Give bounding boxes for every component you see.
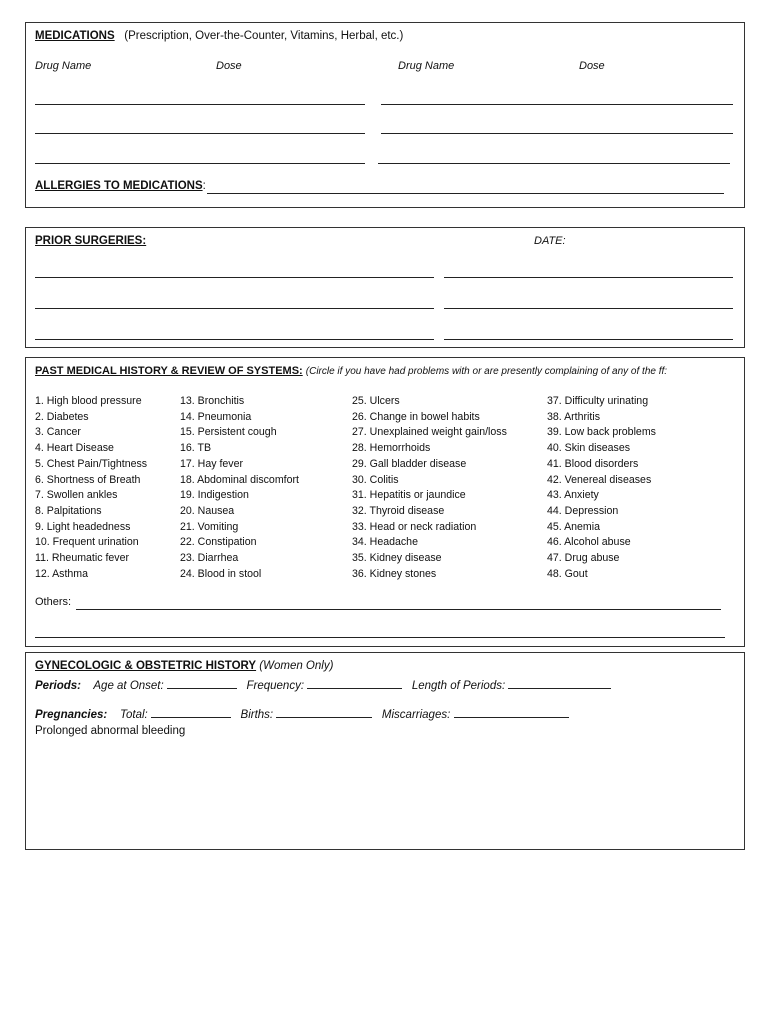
condition-item[interactable]: 32. Thyroid disease: [352, 504, 445, 517]
history-instruction: (Circle if you have had problems with or are presently complaining of any of the ff:: [305, 366, 668, 377]
total-field[interactable]: [151, 707, 231, 718]
condition-item[interactable]: 9. Light headedness: [35, 520, 131, 533]
condition-item[interactable]: 6. Shortness of Breath: [35, 473, 141, 486]
condition-item[interactable]: 38. Arthritis: [547, 410, 600, 423]
miscarriages-label: Miscarriages:: [381, 709, 451, 721]
condition-item[interactable]: 39. Low back problems: [547, 426, 656, 439]
condition-item[interactable]: 10. Frequent urination: [35, 536, 139, 549]
condition-column-4: [547, 394, 656, 582]
condition-item[interactable]: 12. Asthma: [35, 567, 88, 580]
gynecologic-section: [25, 652, 745, 850]
surgery-line-2[interactable]: [35, 308, 434, 309]
condition-item[interactable]: 8. Palpitations: [35, 504, 102, 517]
condition-column-2: [180, 394, 299, 582]
total-label: Total:: [120, 709, 148, 721]
condition-item[interactable]: 4. Heart Disease: [35, 442, 114, 455]
medical-history-section: [25, 357, 745, 647]
condition-item[interactable]: 2. Diabetes: [35, 410, 89, 423]
surgery-date-line-2[interactable]: [444, 308, 733, 309]
condition-item[interactable]: 7. Swollen ankles: [35, 489, 118, 502]
condition-item[interactable]: 46. Alcohol abuse: [547, 536, 631, 549]
condition-item[interactable]: 17. Hay fever: [180, 457, 244, 470]
condition-item[interactable]: 28. Hemorrhoids: [352, 442, 431, 455]
surgery-date-line-1[interactable]: [444, 277, 733, 278]
condition-item[interactable]: 26. Change in bowel habits: [352, 410, 480, 423]
pregnancies-row: [35, 707, 569, 721]
condition-item[interactable]: 3. Cancer: [35, 426, 81, 439]
condition-item[interactable]: 27. Unexplained weight gain/loss: [352, 426, 507, 439]
surgery-date-line-3[interactable]: [444, 339, 733, 340]
condition-item[interactable]: 11. Rheumatic fever: [35, 552, 130, 565]
medication-line-right-2[interactable]: [381, 133, 733, 134]
condition-column-3: [352, 394, 507, 582]
condition-item[interactable]: 31. Hepatitis or jaundice: [352, 489, 466, 502]
condition-item[interactable]: 44. Depression: [547, 504, 619, 517]
condition-item[interactable]: 42. Venereal diseases: [547, 473, 652, 486]
age-onset-field[interactable]: [167, 678, 237, 689]
medications-heading-row: [35, 30, 403, 42]
condition-item[interactable]: 5. Chest Pain/Tightness: [35, 457, 148, 470]
condition-item[interactable]: 20. Nausea: [180, 504, 235, 517]
surgery-line-3[interactable]: [35, 339, 434, 340]
medications-heading: MEDICATIONS: [35, 30, 115, 42]
dose-header-left: Dose: [216, 60, 242, 72]
bleeding-label: Prolonged abnormal bleeding: [35, 725, 186, 737]
condition-item[interactable]: 40. Skin diseases: [547, 442, 631, 455]
condition-item[interactable]: 13. Bronchitis: [180, 395, 245, 407]
age-onset-label: Age at Onset:: [93, 680, 164, 692]
condition-item[interactable]: 48. Gout: [547, 567, 588, 580]
allergies-label: ALLERGIES TO MEDICATIONS: [35, 180, 203, 192]
medication-line-left-1[interactable]: [35, 104, 365, 105]
others-line-1[interactable]: [76, 609, 721, 610]
surgeries-heading: PRIOR SURGERIES:: [35, 235, 147, 247]
others-label: Others:: [35, 596, 72, 608]
dose-header-right: Dose: [579, 60, 605, 72]
condition-item[interactable]: 30. Colitis: [352, 473, 399, 486]
condition-item[interactable]: 22. Constipation: [180, 536, 257, 549]
periods-row: [35, 678, 611, 692]
condition-item[interactable]: 33. Head or neck radiation: [352, 520, 477, 533]
condition-item[interactable]: 45. Anemia: [547, 520, 601, 533]
frequency-field[interactable]: [307, 678, 402, 689]
births-field[interactable]: [276, 707, 372, 718]
gyn-heading: GYNECOLOGIC & OBSTETRIC HISTORY: [35, 660, 257, 672]
condition-item[interactable]: 15. Persistent cough: [180, 426, 277, 439]
pregnancies-label: Pregnancies:: [35, 709, 108, 721]
surgery-line-1[interactable]: [35, 277, 434, 278]
length-field[interactable]: [508, 678, 611, 689]
condition-item[interactable]: 24. Blood in stool: [180, 567, 262, 580]
history-heading: PAST MEDICAL HISTORY & REVIEW OF SYSTEMS:: [35, 365, 303, 377]
medication-line-left-3[interactable]: [35, 163, 365, 164]
history-heading-row: [35, 365, 667, 377]
condition-item[interactable]: 35. Kidney disease: [352, 552, 442, 565]
drug-name-header-left: Drug Name: [35, 60, 92, 72]
condition-item[interactable]: 25. Ulcers: [352, 395, 400, 407]
drug-name-header-right: Drug Name: [398, 60, 455, 72]
medications-subheading: (Prescription, Over-the-Counter, Vitamins, Herbal, etc.): [124, 30, 404, 42]
condition-item[interactable]: 43. Anxiety: [547, 489, 599, 502]
miscarriages-field[interactable]: [454, 707, 569, 718]
births-label: Births:: [240, 709, 274, 721]
medications-section: [25, 22, 745, 208]
condition-item[interactable]: 36. Kidney stones: [352, 567, 437, 580]
others-line-2[interactable]: [35, 637, 725, 638]
condition-item[interactable]: 21. Vomiting: [180, 520, 239, 533]
condition-item[interactable]: 1. High blood pressure: [35, 395, 142, 407]
gyn-heading-row: [35, 660, 333, 672]
condition-item[interactable]: 47. Drug abuse: [547, 552, 620, 565]
allergies-row: [35, 180, 206, 192]
medication-line-right-3[interactable]: [378, 163, 730, 164]
condition-item[interactable]: 41. Blood disorders: [547, 457, 639, 470]
condition-item[interactable]: 16. TB: [180, 442, 212, 455]
condition-column-1: [35, 394, 147, 582]
allergies-colon: :: [202, 180, 206, 192]
condition-item[interactable]: 34. Headache: [352, 536, 418, 549]
surgeries-section: [25, 227, 745, 348]
frequency-label: Frequency:: [246, 680, 305, 692]
periods-label: Periods:: [35, 680, 82, 692]
medication-line-left-2[interactable]: [35, 133, 365, 134]
condition-item[interactable]: 29. Gall bladder disease: [352, 457, 467, 470]
allergies-line[interactable]: [207, 193, 724, 194]
condition-item[interactable]: 18. Abdominal discomfort: [180, 473, 299, 486]
gyn-women-only: (Women Only): [259, 660, 334, 672]
condition-item[interactable]: 37. Difficulty urinating: [547, 395, 649, 407]
length-label: Length of Periods:: [411, 680, 506, 692]
condition-item[interactable]: 19. Indigestion: [180, 489, 249, 502]
condition-item[interactable]: 23. Diarrhea: [180, 552, 239, 565]
surgery-date-label: DATE:: [534, 235, 566, 247]
condition-item[interactable]: 14. Pneumonia: [180, 410, 252, 423]
medication-line-right-1[interactable]: [381, 104, 733, 105]
